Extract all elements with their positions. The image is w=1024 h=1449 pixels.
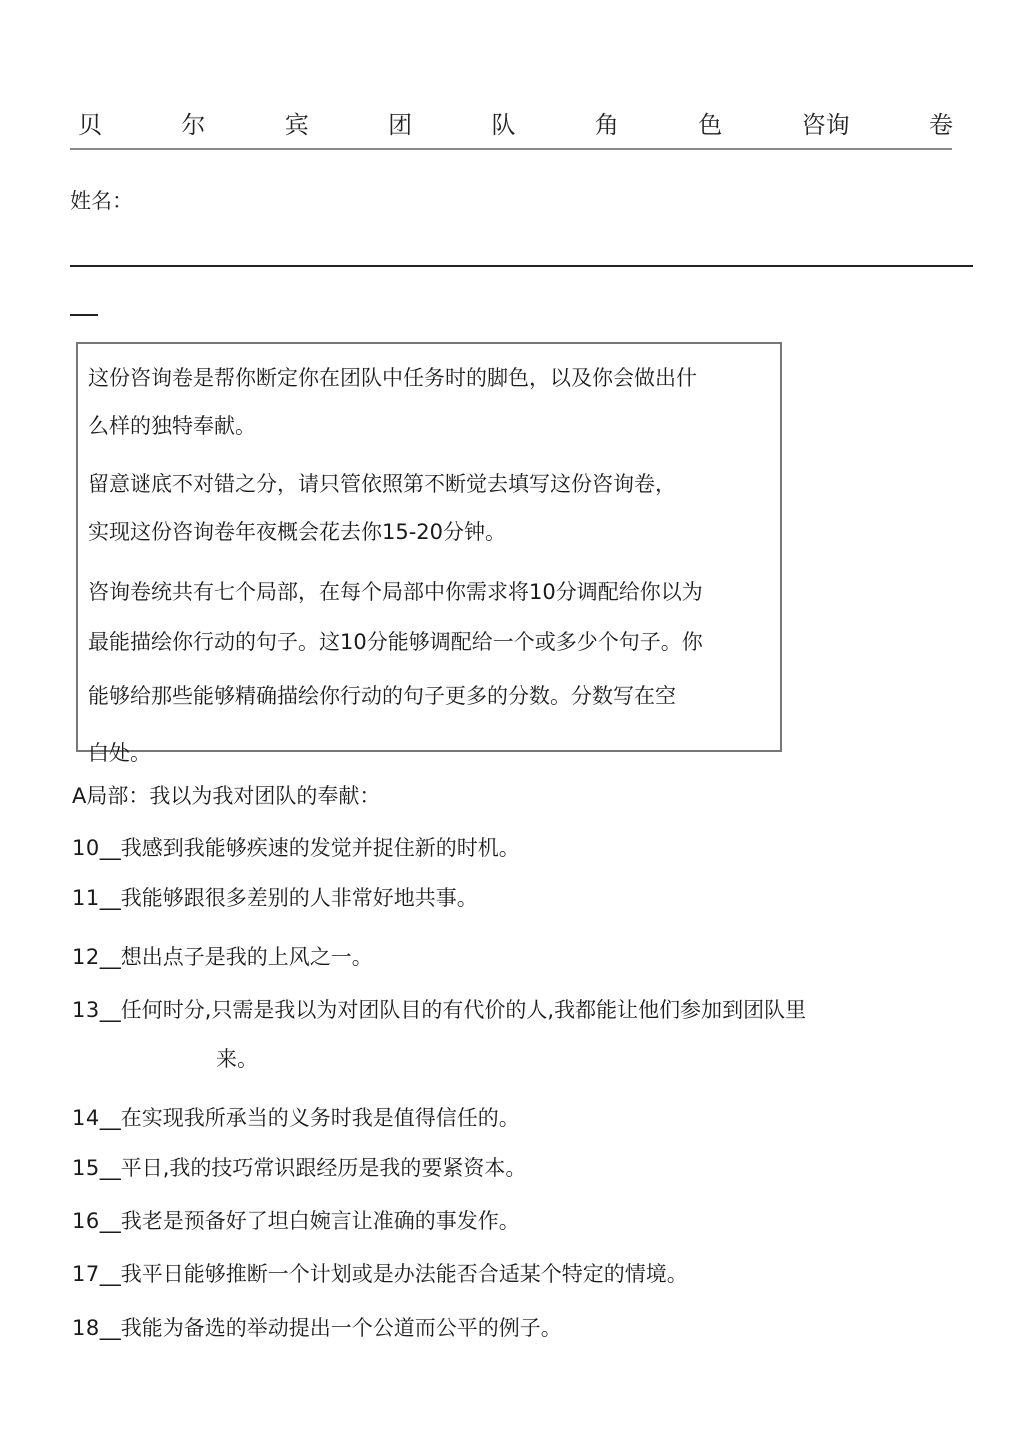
score-blank[interactable]: __ — [99, 1262, 121, 1286]
title-char: 尔 — [181, 110, 206, 139]
score-blank[interactable]: __ — [99, 1209, 121, 1233]
list-item — [72, 1312, 562, 1342]
title-char: 团 — [388, 110, 413, 139]
score-blank[interactable]: __ — [99, 1156, 121, 1180]
list-item — [72, 1205, 520, 1235]
item-text-continuation: 来。 — [216, 1047, 258, 1071]
item-text: 我能够跟很多差别的人非常好地共事。 — [120, 886, 478, 910]
name-fill-line-tail — [70, 314, 98, 316]
name-fill-line[interactable] — [70, 265, 973, 267]
item-number: 14 — [72, 1106, 100, 1130]
title-char: 贝 — [78, 110, 102, 139]
item-text: 我平日能够推断一个计划或是办法能否合适某个特定的情境。 — [120, 1262, 688, 1286]
item-number: 17 — [72, 1262, 100, 1286]
item-number: 18 — [72, 1316, 100, 1340]
name-label: 姓名： — [70, 189, 133, 213]
item-number: 11 — [72, 886, 100, 910]
title-char: 队 — [491, 110, 516, 139]
title-char: 卷 — [929, 110, 953, 139]
item-number: 16 — [72, 1209, 100, 1233]
title-char: 咨询 — [801, 110, 850, 139]
list-item — [72, 1258, 688, 1288]
title-divider — [70, 148, 952, 150]
title-char: 角 — [594, 110, 619, 139]
list-item — [72, 1102, 520, 1132]
item-text: 我能为备选的举动提出一个公道而公平的例子。 — [120, 1316, 562, 1340]
item-number: 13 — [72, 998, 100, 1022]
page-title — [78, 102, 953, 142]
title-char: 色 — [698, 110, 723, 139]
list-item — [72, 941, 373, 971]
score-blank[interactable]: __ — [99, 945, 121, 969]
item-text: 在实现我所承当的义务时我是值得信任的。 — [120, 1106, 520, 1130]
instructions-line: 咨询卷统共有七个局部，在每个局部中你需求将10分调配给你以为 — [88, 580, 703, 604]
title-char: 宾 — [284, 110, 309, 139]
item-text: 我感到我能够疾速的发觉并捉住新的时机。 — [120, 836, 520, 860]
item-text: 想出点子是我的上风之一。 — [120, 945, 373, 969]
score-blank[interactable]: __ — [99, 998, 121, 1022]
item-text: 平日,我的技巧常识跟经历是我的要紧资本。 — [120, 1156, 527, 1180]
item-number: 15 — [72, 1156, 100, 1180]
instructions-line: 最能描绘你行动的句子。这10分能够调配给一个或多少个句子。你 — [88, 630, 703, 654]
score-blank[interactable]: __ — [99, 1106, 121, 1130]
list-item — [72, 832, 520, 862]
list-item — [72, 882, 478, 912]
section-heading: A局部：我以为我对团队的奉献： — [72, 784, 381, 808]
instructions-line: 么样的独特奉献。 — [88, 414, 256, 438]
list-item — [72, 994, 806, 1024]
item-number: 10 — [72, 836, 100, 860]
score-blank[interactable]: __ — [99, 836, 121, 860]
score-blank[interactable]: __ — [99, 886, 121, 910]
item-number: 12 — [72, 945, 100, 969]
score-blank[interactable]: __ — [99, 1316, 121, 1340]
instructions-line: 能够给那些能够精确描绘你行动的句子更多的分数。分数写在空 — [88, 684, 676, 708]
list-item — [72, 1152, 526, 1182]
instructions-line: 留意谜底不对错之分，请只管依照第不断觉去填写这份咨询卷， — [88, 472, 676, 496]
instructions-line: 白处。 — [88, 741, 151, 765]
item-text: 任何时分,只需是我以为对团队目的有代价的人,我都能让他们参加到团队里 — [120, 998, 807, 1022]
instructions-line: 这份咨询卷是帮你断定你在团队中任务时的脚色，以及你会做出什 — [88, 366, 697, 390]
instructions-line: 实现这份咨询卷年夜概会花去你15-20分钟。 — [88, 520, 507, 544]
item-text: 我老是预备好了坦白婉言让准确的事发作。 — [120, 1209, 520, 1233]
